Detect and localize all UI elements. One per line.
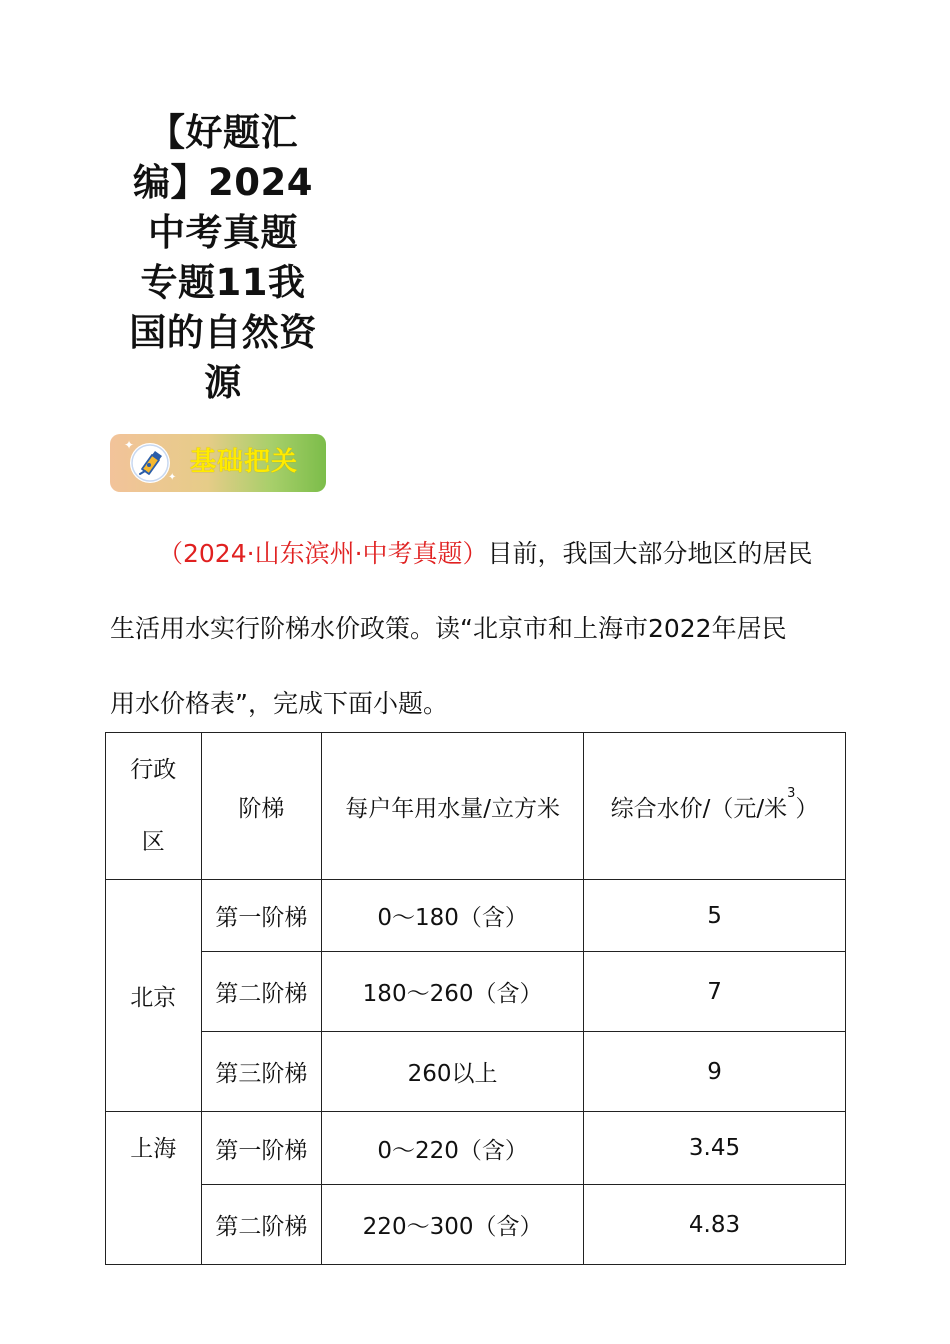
volume-cell: 220～300（含） <box>322 1185 584 1265</box>
water-price-table <box>105 732 846 1265</box>
tier-cell: 第一阶梯 <box>201 1112 321 1185</box>
volume-cell: 0～220（含） <box>322 1112 584 1185</box>
table-row <box>106 952 846 1032</box>
region-beijing: 北京 <box>106 880 202 1112</box>
question-line <box>110 516 840 591</box>
title-line: 中考真题 <box>148 211 298 254</box>
tier-cell: 第一阶梯 <box>201 880 321 952</box>
price-cell: 3.45 <box>584 1112 846 1185</box>
page-title <box>118 108 328 408</box>
title-line: 编】2024 <box>133 161 313 204</box>
volume-cell: 0～180（含） <box>322 880 584 952</box>
table-row <box>106 880 846 952</box>
tier-cell: 第三阶梯 <box>201 1032 321 1112</box>
header-region: 行政 区 <box>106 733 202 880</box>
table-row <box>106 1032 846 1112</box>
title-line: 【好题汇 <box>148 111 298 154</box>
volume-cell: 180～260（含） <box>322 952 584 1032</box>
title-line: 国的自然资 <box>129 311 317 354</box>
question-text <box>110 516 840 741</box>
region-shanghai: 上海 <box>106 1112 202 1265</box>
title-line: 专题11我 <box>140 261 306 304</box>
price-cell: 4.83 <box>584 1185 846 1265</box>
pen-nib-icon <box>130 443 170 483</box>
question-line-1: 目前，我国大部分地区的居民 <box>487 539 813 568</box>
tier-cell: 第二阶梯 <box>201 1185 321 1265</box>
header-tier: 阶梯 <box>201 733 321 880</box>
sparkle-icon: ✦ <box>124 438 135 452</box>
table-row <box>106 1185 846 1265</box>
sparkle-icon: ✦ <box>168 472 177 483</box>
question-line-3: 用水价格表”，完成下面小题。 <box>110 689 448 718</box>
table-header-row <box>106 733 846 880</box>
title-line: 源 <box>204 361 242 404</box>
price-cell: 5 <box>584 880 846 952</box>
question-source: （2024·山东滨州·中考真题） <box>158 539 488 568</box>
volume-cell: 260以上 <box>322 1032 584 1112</box>
table-row <box>106 1112 846 1185</box>
price-cell: 7 <box>584 952 846 1032</box>
question-line-2: 生活用水实行阶梯水价政策。读“北京市和上海市2022年居民 <box>110 614 787 643</box>
price-cell: 9 <box>584 1032 846 1112</box>
tier-cell: 第二阶梯 <box>201 952 321 1032</box>
header-volume: 每户年用水量/立方米 <box>322 733 584 880</box>
badge-label: 基础把关 <box>190 447 299 477</box>
section-badge <box>110 434 326 492</box>
header-price: 综合水价/（元/米$^3$） <box>584 733 846 880</box>
